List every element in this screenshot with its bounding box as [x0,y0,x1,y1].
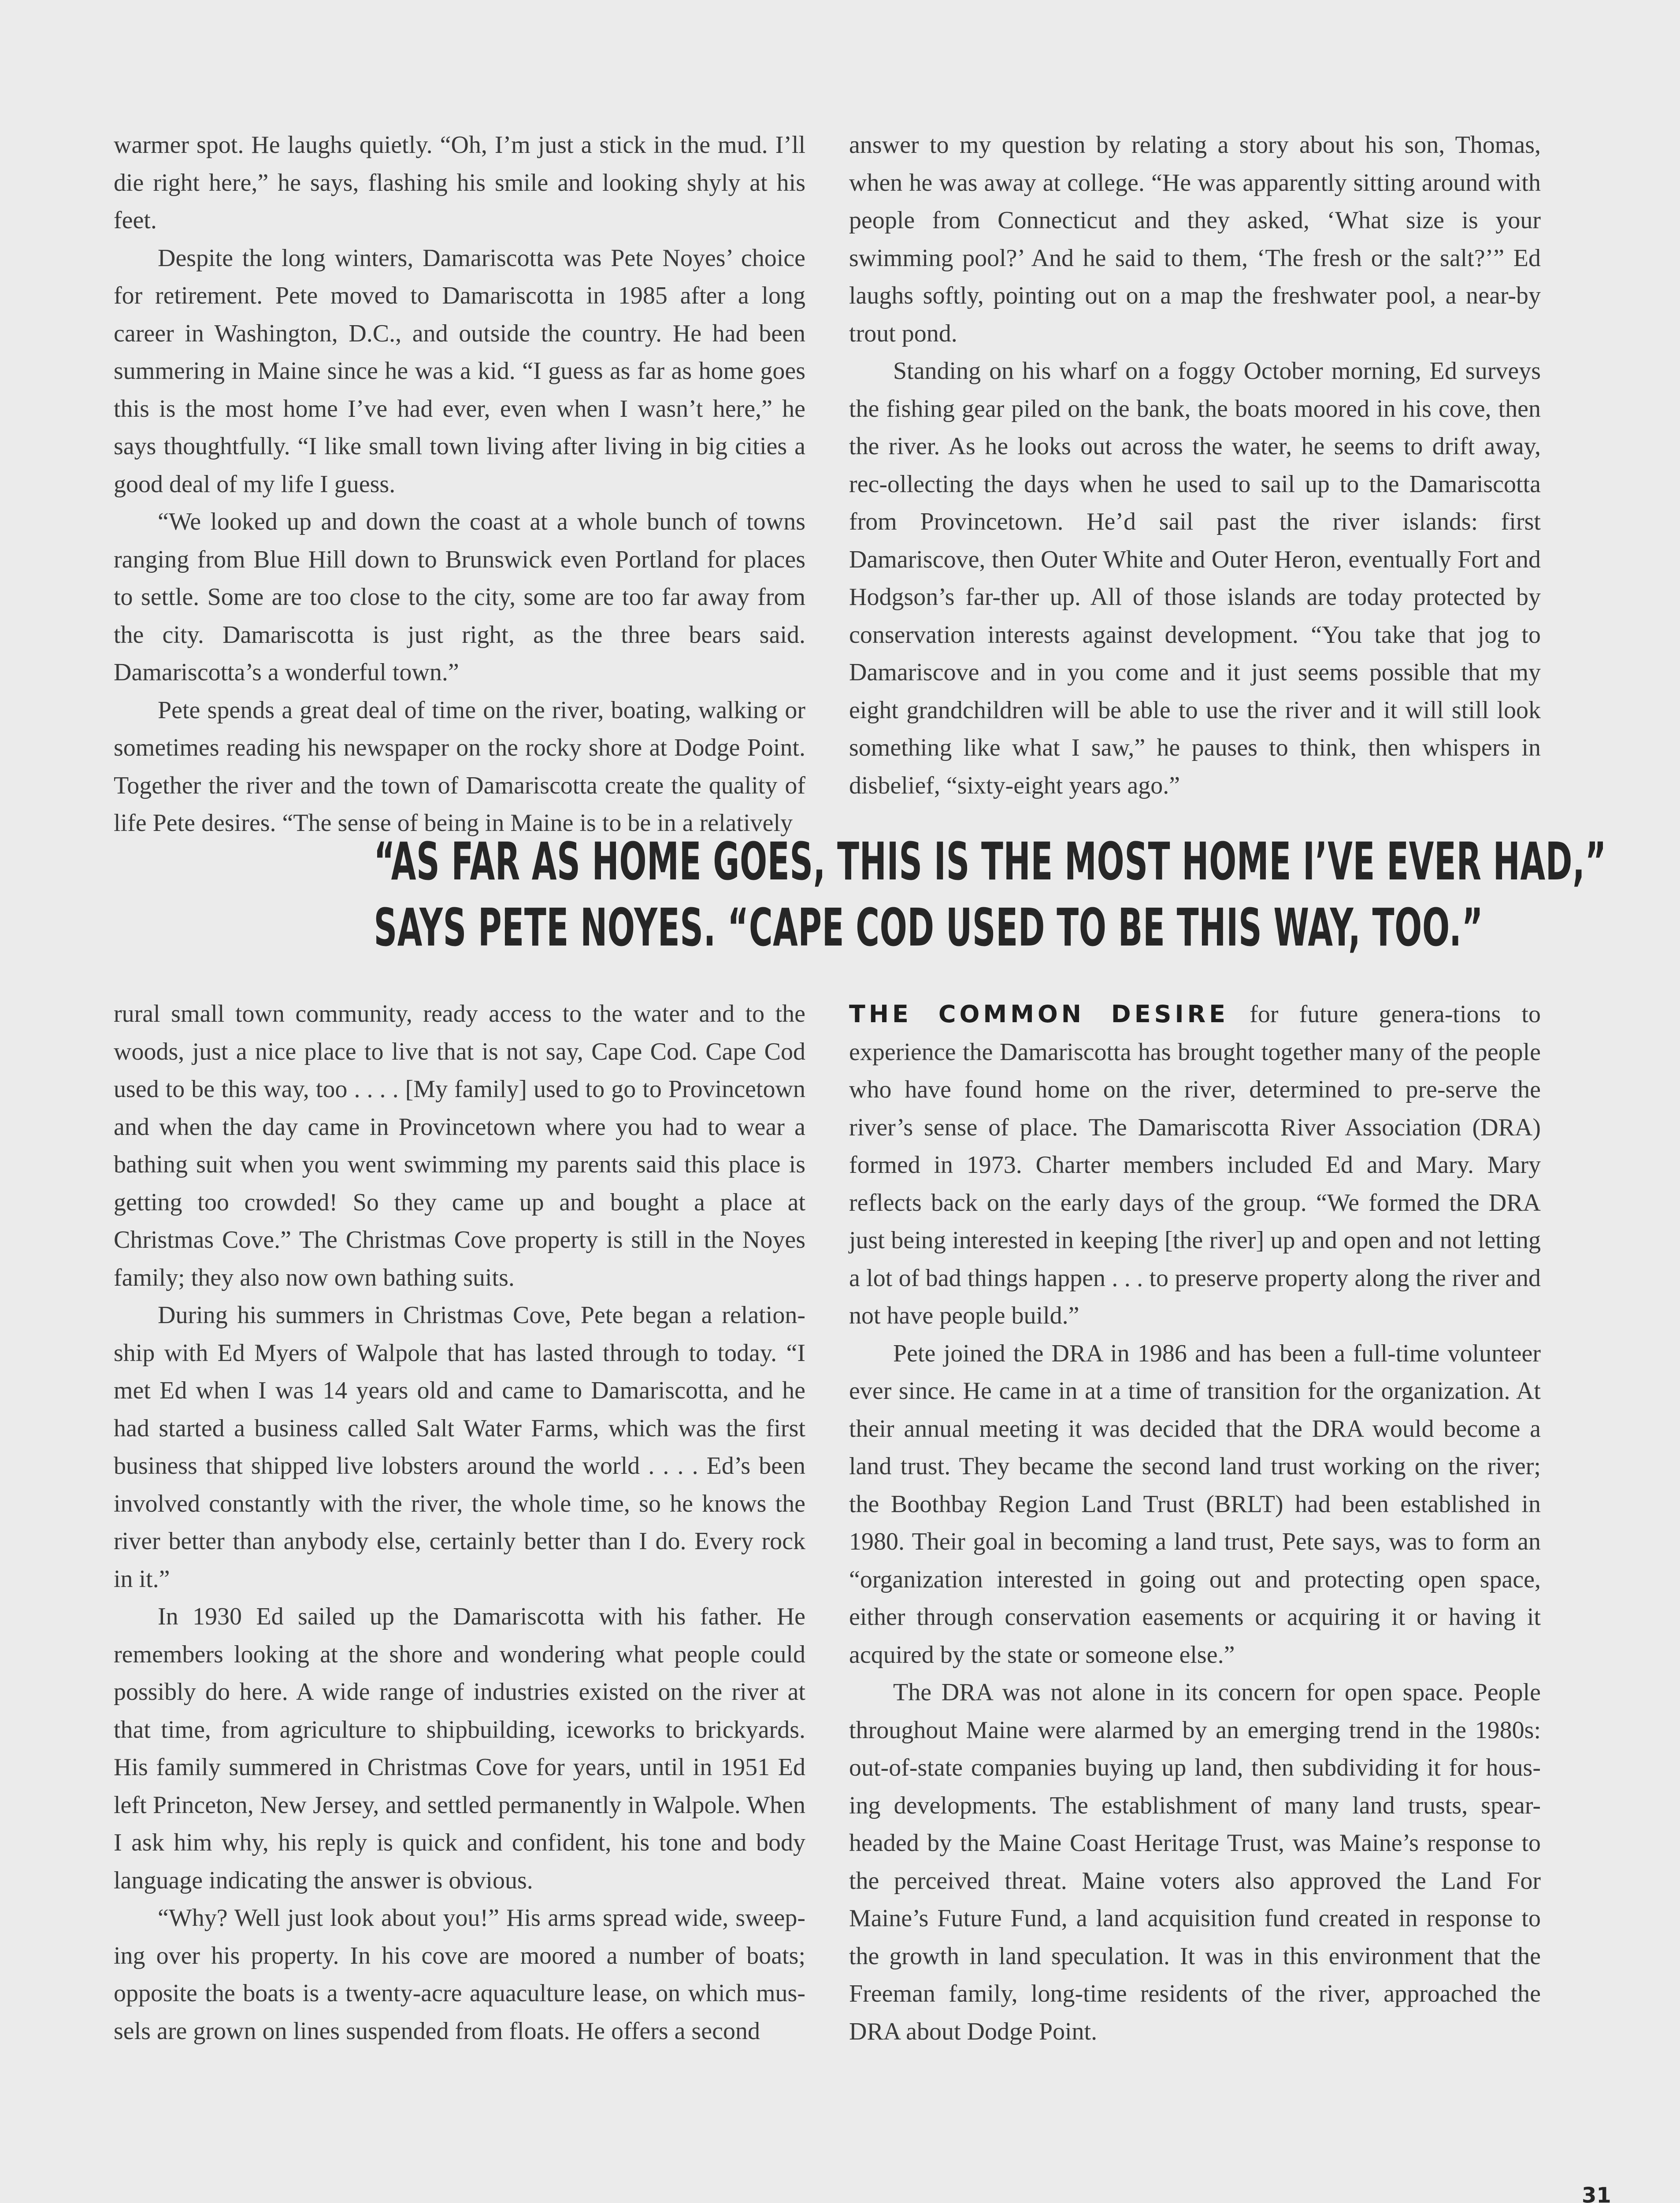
column-top-right [849,126,1541,805]
column-bottom-right [849,995,1541,2051]
pull-quote [374,828,1607,961]
paragraph: Pete joined the DRA in 1986 and has been a full-time volunteer ever since. He came in at a time of transition for the organization. At their annual meeting it was decided that the DRA would become a land trust. They became the second land trust working on the river; the Boothbay Region Land Trust (BRLT) had been established in 1980. Their goal in becoming a land trust, Pete says, was to form an “organization interested in going out and protecting open space, either through conservation easements or acquiring it or having it acquired by the state or someone else.” [849,1339,1541,1669]
page-number: 31 [1582,2183,1611,2203]
paragraph: In 1930 Ed sailed up the Damariscotta with his father. He remembers looking at the shore and wondering what people could possibly do here. A wide range of industries existed on the river at that time, from agriculture to shipbuilding, iceworks to brickyards. His family summered in Christmas Cove for years, until in 1951 Ed left Princeton, New Jersey, and settled permanently in Walpole. When I ask him why, his reply is quick and confident, his tone and body language indicating the answer is obvious. [114,1603,805,1894]
section-runin-heading: THE COMMON DESIRE [849,1000,1229,1028]
paragraph: Despite the long winters, Damariscotta was Pete Noyes’ choice for retirement. Pete moved to Damariscotta in 1985 after a long career in Washington, D.C., and outside the country. He had been summering in Maine since he was a kid. “I guess as far as home goes this is the most home I’ve had ever, even when I wasn’t here,” he says thoughtfully. “I like small town living after living in big cities a good deal of my life I guess. [114,244,805,498]
paragraph-text: for future genera-tions to experience the Damariscotta has brought together many of the people who have found home on the river, determined to pre-serve the river’s sense of place. The Damariscotta River Association (DRA) formed in 1973. Charter members included Ed and Mary. Mary reflects back on the early days of the group. “We formed the DRA just being interested in keeping [the river] up and open and not letting a lot of bad things happen . . . to preserve property along the river and not have people build.” [849,1001,1541,1329]
paragraph: warmer spot. He laughs quietly. “Oh, I’m just a stick in the mud. I’ll die right here,” he says, flashing his smile and looking shyly at his feet. [114,131,805,234]
paragraph: answer to my question by relating a story about his son, Thomas, when he was away at college. “He was apparently sitting around with people from Connecticut and they asked, ‘What size is your swimming pool?’ And he said to them, ‘The fresh or the salt?’” Ed laughs softly, pointing out on a map the freshwater pool, a near-by trout pond. [849,131,1541,347]
paragraph: rural small town community, ready access to the water and to the woods, just a nice place to live that is not say, Cape Cod. Cape Cod used to be this way, too . . . . [My family] used to go to Provincetown and when the day came in Provincetown where you had to wear a bathing suit when you went swimming my parents said this place is getting too crowded! So they came up and bought a place at Christmas Cove.” The Christmas Cove property is still in the Noyes family; they also now own bathing suits. [114,1000,805,1291]
pull-quote-line-1: “AS FAR AS HOME GOES, THIS IS THE MOST HOME I’VE EVER HAD,” [374,831,1607,892]
paragraph: Standing on his wharf on a foggy October morning, Ed surveys the fishing gear piled on the bank, the boats moored in his cove, then the river. As he looks out across the water, he seems to drift away, rec-ollecting the days when he used to sail up to the Damariscotta from Provincetown. He’d sail past the river islands: first Damariscove, then Outer White and Outer Heron, eventually Fort and Hodgson’s far-ther up. All of those islands are today protected by conservation interests against development. “You take that jog to Damariscove and in you come and it just seems possible that my eight grandchildren will be able to use the river and it will still look something like what I saw,” he pauses to think, then whispers in disbelief, “sixty-eight years ago.” [849,357,1541,799]
paragraph: “Why? Well just look about you!” His arms spread wide, sweep-ing over his property. In his cove are moored a number of boats; opposite the boats is a twenty-acre aquaculture lease, on which mus-sels are grown on lines suspended from floats. He offers a second [114,1904,805,2045]
pull-quote-line-2: SAYS PETE NOYES. “CAPE COD USED TO BE THIS WAY, TOO.” [374,897,1483,958]
column-top-left [114,126,805,842]
paragraph: The DRA was not alone in its concern for open space. People throughout Maine were alarmed by an emerging trend in the 1980s: out-of-state companies buying up land, then subdividing it for hous-ing developments. The establishment of many land trusts, spear-headed by the Maine Coast Heritage Trust, was Maine’s response to the perceived threat. Maine voters also approved the Land For Maine’s Future Fund, a land acquisition fund created in response to the growth in land speculation. It was in this environment that the Freeman family, long-time residents of the river, approached the DRA about Dodge Point. [849,1679,1541,2045]
paragraph: During his summers in Christmas Cove, Pete began a relation-ship with Ed Myers of Walpole that has lasted through to today. “I met Ed when I was 14 years old and came to Damariscotta, and he had started a business called Salt Water Farms, which was the first business that shipped live lobsters around the world . . . . Ed’s been involved constantly with the river, the whole time, so he knows the river better than anybody else, certainly better than I do. Every rock in it.” [114,1302,805,1593]
paragraph: “We looked up and down the coast at a whole bunch of towns ranging from Blue Hill down to Brunswick even Portland for places to settle. Some are too close to the city, some are too far away from the city. Damariscotta is just right, as the three bears said. Damariscotta’s a wonderful town.” [114,508,805,686]
paragraph [849,995,1541,1335]
column-bottom-left [114,995,805,2050]
paragraph: Pete spends a great deal of time on the river, boating, walking or sometimes reading his newspaper on the rocky shore at Dodge Point. Together the river and the town of Damariscotta create the quality of life Pete desires. “The sense of being in Maine is to be in a relatively [114,696,805,837]
